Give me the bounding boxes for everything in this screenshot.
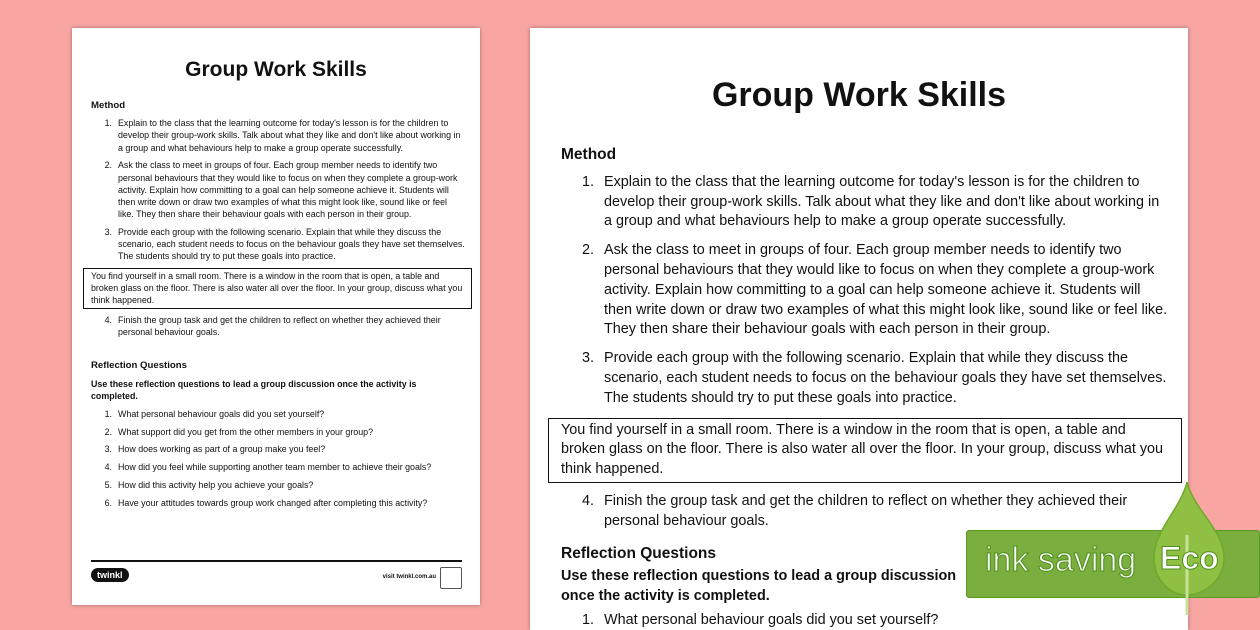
item-text: How did this activity help you achieve your goals? [118,479,314,490]
list-item [91,443,465,455]
item-text: What support did you get from the other members in your group? [118,426,374,437]
list-item [561,611,1171,630]
item-number: 3. [104,444,112,455]
method-list-continued [561,492,1171,532]
document-footer [91,560,462,602]
document-title: Group Work Skills [711,76,1007,114]
item-number: 4. [581,492,594,509]
item-text: Explain to the class that the learning outcome for today's lesson is for the children to develop their group-work skills. Talk about what they like and don't like about working in a group and what behaviours help to make a group operate successfully. [604,173,1160,230]
item-text: Have your attitudes towards group work changed after completing this activity? [118,497,428,508]
list-item [91,117,465,154]
reflection-lead: Use these reflection questions to lead a group discussion once the activity is completed. [91,378,417,401]
list-item [91,461,465,473]
list-item [561,492,1171,532]
list-item [91,314,465,338]
list-item [91,497,465,509]
item-text: Provide each group with the following scenario. Explain that while they discuss the scenario, each student needs to focus on the behaviour goals they have set themselves. The students should try to put these goals into practice. [118,226,465,262]
twinkl-logo: twinkl [91,568,129,582]
reflection-list [561,611,1171,630]
thumbnail-content [91,100,465,514]
item-text: Ask the class to meet in groups of four. Each group member needs to identify two personal behaviours that they would like to focus on when they complete a group-work activity. Explain how committing to a goal can help someone achieve it. Students will then write down or draw two examples of what this might look like, sound like or feel like. They then share their behaviour goals with each person in their group. [604,242,1168,338]
item-number: 1. [104,409,112,420]
quality-badge-icon [440,567,462,589]
item-text: Explain to the class that the learning outcome for today's lesson is for the children to develop their group-work skills. Talk about what they like and don't like about working in a group and what behaviours help to make a group operate successfully. [118,118,461,153]
ink-saving-text: ink saving [985,541,1137,579]
method-heading: Method [91,100,126,111]
item-number: 5. [104,479,112,490]
method-list [561,173,1171,409]
list-item [561,349,1171,408]
item-number: 1. [104,118,112,129]
item-text: Provide each group with the following scenario. Explain that while they discuss the scenario, each student needs to focus on the behaviour goals they have set themselves. The students should try to put these goals into practice. [604,350,1167,406]
reflection-lead: Use these reflection questions to lead a group discussion once the activity is completed. [561,568,957,605]
reflection-heading: Reflection Questions [561,544,717,562]
item-number: 4. [104,462,112,473]
item-number: 6. [104,497,112,508]
list-item [91,479,465,491]
item-number: 1. [581,173,594,190]
item-number: 1. [581,611,594,628]
item-text: Finish the group task and get the children to reflect on whether they achieved their personal behaviour goals. [604,492,1128,529]
item-text: How did you feel while supporting another team member to achieve their goals? [118,462,432,473]
item-number: 4. [104,315,112,326]
reflection-heading: Reflection Questions [91,360,187,372]
item-text: What personal behaviour goals did you set yourself? [118,409,325,420]
document-thumbnail[interactable] [72,28,480,605]
list-item [91,408,465,420]
item-number: 2. [104,160,112,171]
list-item [561,173,1171,232]
scenario-box: You find yourself in a small room. There is a window in the room that is open, a table and broken glass on the floor. There is also water all over the floor. In your group, discuss what you think happened. [548,418,1182,483]
eco-label: Eco [1160,540,1219,576]
item-text: What personal behaviour goals did you set yourself? [604,611,939,628]
item-number: 3. [581,350,594,367]
list-item [91,226,465,263]
item-text: How does working as part of a group make you feel? [118,444,326,455]
item-number: 2. [104,426,112,437]
document-title: Group Work Skills [185,58,367,81]
method-list [91,117,465,262]
list-item [561,241,1171,340]
scenario-box: You find yourself in a small room. There is a window in the room that is open, a table and broken glass on the floor. There is also water all over the floor. In your group, discuss what you think happened. [83,268,472,309]
item-number: 2. [581,242,594,259]
method-list-continued [91,314,465,338]
list-item [91,159,465,220]
method-heading: Method [561,146,617,163]
list-item [91,426,465,438]
footer-url: visit twinkl.com.au [382,574,436,580]
reflection-list [91,408,465,509]
item-text: Ask the class to meet in groups of four. Each group member needs to identify two personal behaviours that they would like to focus on when they complete a group-work activity. Explain how committing to a goal can help someone achieve it. Students will then write down or draw two examples of what this might look like, sound like or feel like. They then share their behaviour goals with each person in their group. [118,160,458,220]
item-text: Finish the group task and get the children to reflect on whether they achieved their personal behaviour goals. [118,315,441,338]
item-number: 3. [104,226,112,237]
